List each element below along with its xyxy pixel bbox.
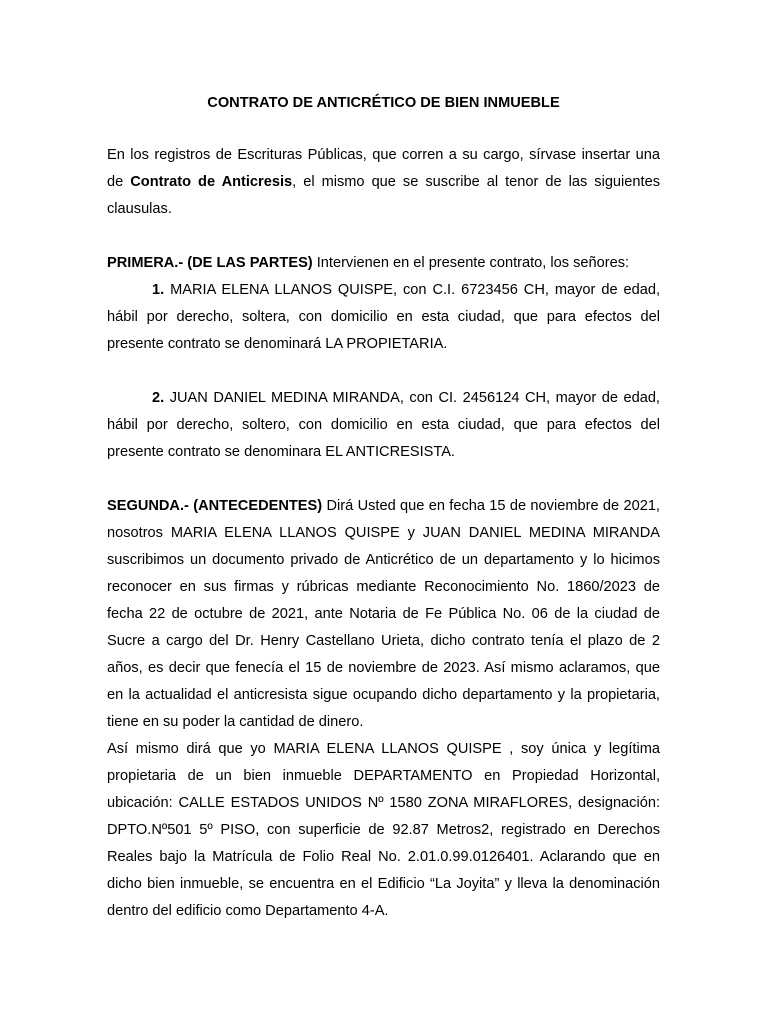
party-2-paragraph [107, 385, 660, 466]
party-1-paragraph [107, 277, 660, 358]
clause-primera-text: Intervienen en el presente contrato, los señores: [312, 255, 630, 271]
clause-segunda [107, 493, 660, 736]
clause-segunda-text: Dirá Usted que en fecha 15 de noviembre de 2021, nosotros MARIA ELENA LLANOS QUISPE y JUAN DANIEL MEDINA MIRANDA suscribimos un documento privado de Anticrético de un departamento y lo hicimos reconocer en sus firmas y rúbricas mediante Reconocimiento No. 1860/2023 de fecha 22 de octubre de 2021, ante Notaria de Fe Pública No. 06 de la ciudad de Sucre a cargo del Dr. Henry Castellano Urieta, dicho contrato tenía el plazo de 2 años, es decir que fenecía el 15 de noviembre de 2023. Así mismo aclaramos, que en la actualidad el anticresista sigue ocupando dicho departamento y la propietaria, tiene en su poder la cantidad de dinero. [107, 498, 660, 730]
intro-text-pre: En los registros de Escrituras Públicas, que corren a su cargo, sírvase insertar una de [107, 147, 660, 190]
clause-segunda-continuation: Así mismo dirá que yo MARIA ELENA LLANOS QUISPE , soy única y legítima propietaria de un bien inmueble DEPARTAMENTO en Propiedad Horizontal, ubicación: CALLE ESTADOS UNIDOS Nº 1580 ZONA MIRAFLORES, designación: DPTO.Nº501 5º PISO, con superficie de 92.87 Metros2, registrado en Derechos Reales bajo la Matrícula de Folio Real No. 2.01.0.99.0126401. Aclarando que en dicho bien inmueble, se encuentra en el Edificio “La Joyita” y lleva la denominación dentro del edificio como Departamento 4-A. [107, 741, 660, 919]
intro-paragraph [107, 142, 660, 223]
intro-text-bold: Contrato de Anticresis [130, 174, 293, 190]
clause-primera [107, 250, 660, 277]
party-1-text: MARIA ELENA LLANOS QUISPE, con C.I. 6723456 CH, mayor de edad, hábil por derecho, soltera, con domicilio en esta ciudad, que para efectos del presente contrato se denominará LA PROPIETARIA. [107, 282, 660, 352]
party-1-number: 1. [152, 282, 165, 298]
clause-primera-heading: PRIMERA.- (DE LAS PARTES) [107, 255, 313, 271]
party-2-number: 2. [152, 390, 165, 406]
document-page [107, 90, 660, 925]
party-2-text: JUAN DANIEL MEDINA MIRANDA, con CI. 2456124 CH, mayor de edad, hábil por derecho, soltero, con domicilio en esta ciudad, que para efectos del presente contrato se denominara EL ANTICRESISTA. [107, 390, 660, 460]
document-title: CONTRATO DE ANTICRÉTICO DE BIEN INMUEBLE [207, 95, 560, 111]
clause-segunda-heading: SEGUNDA.- (ANTECEDENTES) [107, 498, 323, 514]
intro-text-post: , el mismo que se suscribe al tenor de las siguientes clausulas. [107, 174, 660, 217]
